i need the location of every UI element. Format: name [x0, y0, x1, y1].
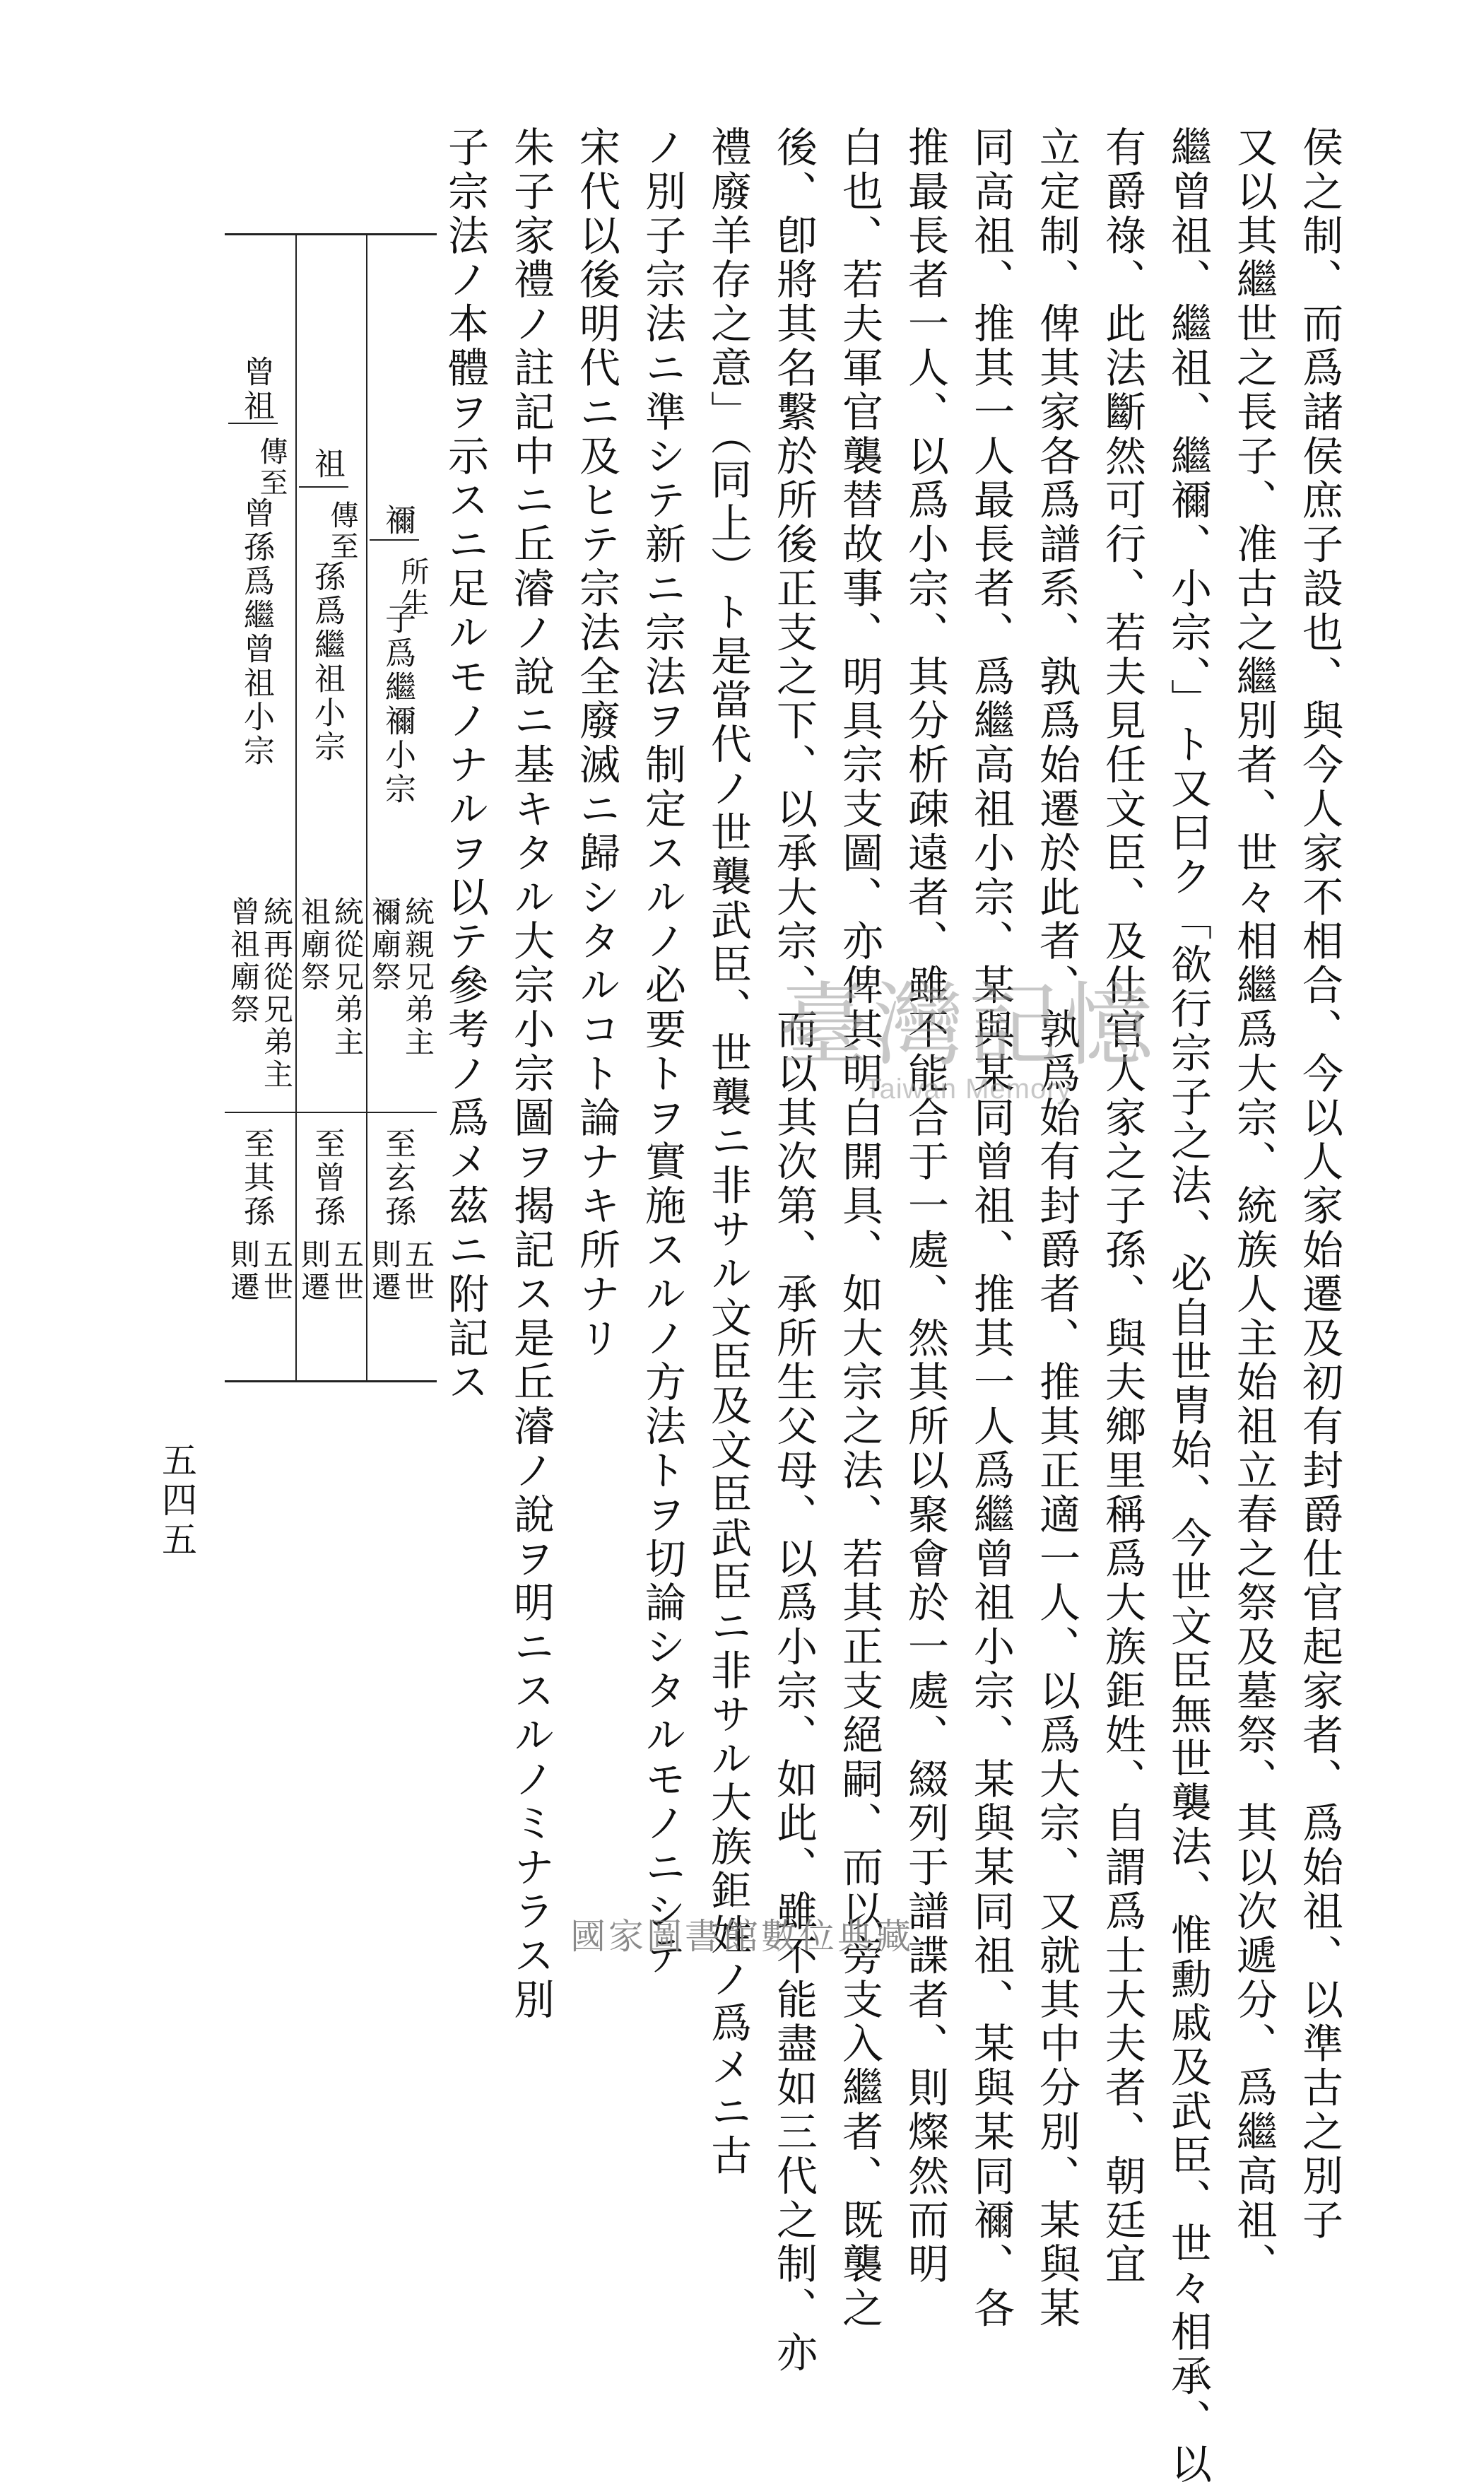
row-limit: 至其孫 [238, 1127, 274, 1229]
page-number: 五四五 [156, 1442, 197, 1560]
row-scope: 曾祖廟祭 [226, 896, 261, 1026]
row-head: 祖 [309, 447, 345, 481]
text-column: 推最長者一人、以爲小宗、其分析疎遠者、雖不能合于一處、然其所以聚會於一處、綴列于譜諜者、則燦然而明 [901, 126, 949, 2287]
row-description: 曾孫爲繼曾祖小宗 [238, 497, 274, 768]
text-column: ノ別子宗法ニ準シテ新ニ宗法ヲ制定スルノ必要トヲ實施スルノ方法トヲ切論シタルモノニシテ [638, 126, 686, 1978]
row-description: 子爲繼禰小宗 [379, 603, 416, 806]
text-column: 繼曾祖、繼祖、繼禰、小宗、」ト又曰ク「欲行宗子之法、必自世胄始、今世文臣無世襲法、惟勳戚及武臣、世々相承、以 [1164, 126, 1212, 2487]
text-column: 白也、若夫軍官襲替故事、明具宗支圖、亦俾其明白開具、如大宗之法、若其正支絕嗣、而以旁支入繼者、既襲之 [835, 126, 883, 2331]
text-column: 宋代以後明代ニ及ヒテ宗法全廢滅ニ歸シタルコト論ナキ所ナリ [572, 126, 620, 1361]
row-prefix: 傳至 [326, 500, 358, 563]
footer-collection-credit: 國家圖書館數位典藏 [570, 1916, 914, 1957]
row-rule: 則遷 [297, 1239, 331, 1304]
row-limit: 至曾孫 [309, 1127, 345, 1229]
text-column: 朱子家禮ノ註記中ニ丘濬ノ說ニ基キタル大宗小宗圖ヲ揭記ス是丘濬ノ說ヲ明ニスルノミナラス別 [507, 126, 555, 2023]
text-column: 立定制、俾其家各爲譜系、孰爲始遷於此者、孰爲始有封爵者、推其正適一人、以爲大宗、又就其中分別、某與某 [1032, 126, 1080, 2331]
row-prefix: 傳至 [255, 437, 288, 499]
row-prefix: 所生 [396, 557, 429, 619]
text-column: 侯之制、而爲諸侯庶子設也、與今人家不相合、今以人家始遷及初有封爵仕官起家者、爲始祖、以準古之別子 [1295, 126, 1343, 2243]
row-head: 曾祖 [238, 355, 274, 423]
row-description: 孫爲繼祖小宗 [309, 560, 345, 764]
row-head: 禰 [379, 504, 416, 538]
row-rule: 則遷 [226, 1239, 261, 1304]
text-column: 有爵祿、此法斷然可行、若夫見任文臣、及仕官人家之子孫、與夫鄉里稱爲大族鉅姓、自謂爲士大夫者、朝廷宜 [1098, 126, 1146, 2287]
watermark-title: 臺灣記憶 [778, 973, 1158, 1078]
watermark-subtitle: Taiwan Memory [864, 1074, 1072, 1105]
row-scope: 統再從兄弟主 [259, 896, 294, 1091]
row-scope: 禰廟祭 [367, 896, 402, 994]
row-rule: 則遷 [367, 1239, 402, 1304]
text-column: 子宗法ノ本體ヲ示スニ足ルモノナルヲ以テ參考ノ爲メ茲ニ附記ス [441, 126, 489, 1405]
row-rule: 五世 [259, 1239, 294, 1304]
row-scope: 統親兄弟主 [401, 896, 435, 1059]
text-column: 禮廢羊存之意」（同上）ト是當代ノ世襲武臣、世襲ニ非サル文臣及文臣武臣ニ非サル大族鉅姓ノ爲メニ古 [704, 126, 752, 2178]
row-rule: 五世 [401, 1239, 435, 1304]
text-column: 又以其繼世之長子、准古之繼別者、世々相繼爲大宗、統族人主始祖立春之祭及墓祭、其以次遞分、爲繼高祖、 [1230, 126, 1278, 2287]
text-column: 後、卽將其名繫於所後正支之下、以承大宗、而以其次第、承所生父母、以爲小宗、如此、雖不能盡如三代之制、亦 [770, 126, 818, 2375]
row-rule: 五世 [330, 1239, 365, 1304]
row-scope: 統從兄弟主 [330, 896, 365, 1059]
text-column: 同高祖、推其一人最長者、爲繼高祖小宗、某與某同曾祖、推其一人爲繼曾祖小宗、某與某同祖、某與某同禰、各 [967, 126, 1015, 2331]
genealogy-table [225, 233, 437, 1382]
row-limit: 至玄孫 [379, 1127, 416, 1229]
row-scope: 祖廟祭 [297, 896, 331, 994]
